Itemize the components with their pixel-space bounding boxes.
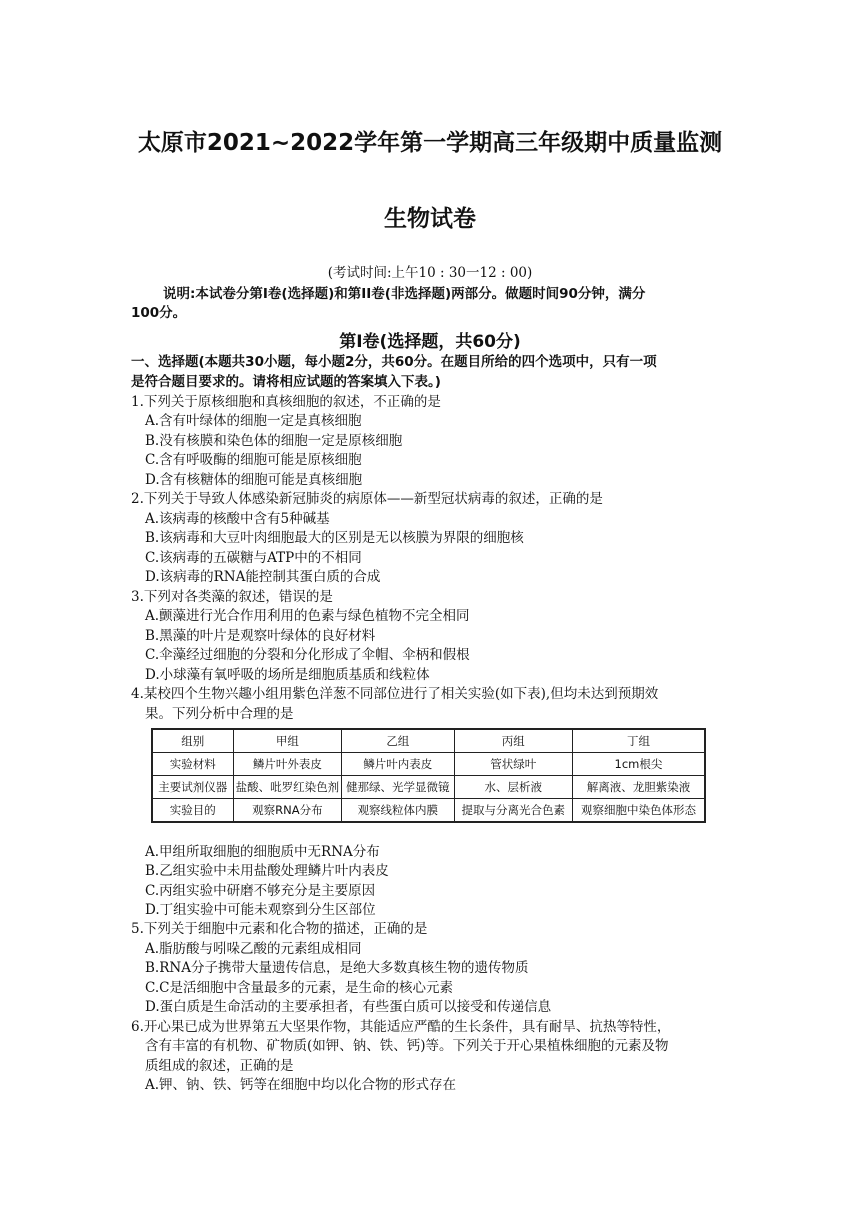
table-cell: 甲组 <box>233 729 342 753</box>
question-3-option-a: A.颤藻进行光合作用利用的色素与绿色植物不完全相同 <box>145 608 470 624</box>
question-6-stem-line-1: 6.开心果已成为世界第五大坚果作物，其能适应严酷的生长条件，具有耐旱、抗热等特性， <box>131 1019 671 1035</box>
question-3-option-b: B.黑藻的叶片是观察叶绿体的良好材料 <box>145 628 376 644</box>
question-6-stem-line-3: 质组成的叙述，正确的是 <box>145 1058 294 1074</box>
question-2-stem: 2.下列关于导致人体感染新冠肺炎的病原体——新型冠状病毒的叙述，正确的是 <box>131 491 603 507</box>
table-cell: 乙组 <box>342 729 454 753</box>
table-cell: 组别 <box>152 729 233 753</box>
table-cell: 实验材料 <box>152 753 233 776</box>
question-4-option-b: B.乙组实验中未用盐酸处理鳞片叶内表皮 <box>145 863 389 879</box>
table-cell: 观察线粒体内膜 <box>342 799 454 823</box>
table-cell: 鳞片叶内表皮 <box>342 753 454 776</box>
table-cell: 管状绿叶 <box>454 753 572 776</box>
question-4-stem-line-1: 4.某校四个生物兴趣小组用紫色洋葱不同部位进行了相关实验(如下表),但均未达到预期效 <box>131 686 659 702</box>
table-cell: 水、层析液 <box>454 776 572 799</box>
table-cell: 鳞片叶外表皮 <box>233 753 342 776</box>
question-1-stem: 1.下列关于原核细胞和真核细胞的叙述，不正确的是 <box>131 394 441 410</box>
question-1-option-c: C.含有呼吸酶的细胞可能是原核细胞 <box>145 452 362 468</box>
experiment-table <box>151 728 706 823</box>
question-5-stem: 5.下列关于细胞中元素和化合物的描述，正确的是 <box>131 921 428 937</box>
question-2-option-d: D.该病毒的RNA能控制其蛋白质的合成 <box>145 569 381 585</box>
question-3-option-c: C.伞藻经过细胞的分裂和分化形成了伞帽、伞柄和假根 <box>145 647 470 663</box>
table-cell: 观察RNA分布 <box>233 799 342 823</box>
section-intro-line-2: 是符合题目要求的。请将相应试题的答案填入下表。) <box>131 374 441 390</box>
instructions-line-1: 说明:本试卷分第Ⅰ卷(选择题)和第II卷(非选择题)两部分。做题时间90分钟，满分 <box>163 286 646 302</box>
table-row <box>152 753 705 776</box>
question-4-stem-line-2: 果。下列分析中合理的是 <box>145 706 294 722</box>
table-row <box>152 776 705 799</box>
question-1-option-a: A.含有叶绿体的细胞一定是真核细胞 <box>145 413 362 429</box>
table-cell: 健那绿、光学显微镜 <box>342 776 454 799</box>
question-5-option-a: A.脂肪酸与吲哚乙酸的元素组成相同 <box>145 941 362 957</box>
table-cell: 丙组 <box>454 729 572 753</box>
question-5-option-b: B.RNA分子携带大量遗传信息，是绝大多数真核生物的遗传物质 <box>145 960 529 976</box>
question-4-option-a: A.甲组所取细胞的细胞质中无RNA分布 <box>145 844 380 860</box>
table-cell: 主要试剂仪器 <box>152 776 233 799</box>
question-2-option-c: C.该病毒的五碳糖与ATP中的不相同 <box>145 550 362 566</box>
table-cell: 解离液、龙胆紫染液 <box>572 776 705 799</box>
question-5-option-d: D.蛋白质是生命活动的主要承担者，有些蛋白质可以接受和传递信息 <box>145 999 552 1015</box>
question-4-option-d: D.丁组实验中可能未观察到分生区部位 <box>145 902 376 918</box>
question-5-option-c: C.C是活细胞中含量最多的元素，是生命的核心元素 <box>145 980 453 996</box>
exam-title: 太原市2021~2022学年第一学期高三年级期中质量监测 <box>137 130 723 156</box>
question-2-option-a: A.该病毒的核酸中含有5种碱基 <box>145 511 330 527</box>
question-2-option-b: B.该病毒和大豆叶肉细胞最大的区别是无以核膜为界限的细胞核 <box>145 530 524 546</box>
question-6-stem-line-2: 含有丰富的有机物、矿物质(如钾、钠、铁、钙)等。下列关于开心果植株细胞的元素及物 <box>145 1038 669 1054</box>
section-intro-line-1: 一、选择题(本题共30小题，每小题2分，共60分。在题目所给的四个选项中，只有一项 <box>131 354 657 370</box>
table-cell: 观察细胞中染色体形态 <box>572 799 705 823</box>
question-3-stem: 3.下列对各类藻的叙述，错误的是 <box>131 589 333 605</box>
exam-time: (考试时间:上午10 : 30一12 : 00) <box>327 265 533 281</box>
question-3-option-d: D.小球藻有氧呼吸的场所是细胞质基质和线粒体 <box>145 667 430 683</box>
table-cell: 丁组 <box>572 729 705 753</box>
question-6-option-a: A.钾、钠、铁、钙等在细胞中均以化合物的形式存在 <box>145 1077 457 1093</box>
section-title: 第Ⅰ卷(选择题，共60分) <box>339 332 521 352</box>
table-cell: 提取与分离光合色素 <box>454 799 572 823</box>
table-row <box>152 729 705 753</box>
table-cell: 实验目的 <box>152 799 233 823</box>
question-1-option-d: D.含有核糖体的细胞可能是真核细胞 <box>145 472 363 488</box>
table-cell: 盐酸、吡罗红染色剂 <box>233 776 342 799</box>
table-row <box>152 799 705 823</box>
question-4-option-c: C.丙组实验中研磨不够充分是主要原因 <box>145 883 376 899</box>
table-cell: 1cm根尖 <box>572 753 705 776</box>
question-1-option-b: B.没有核膜和染色体的细胞一定是原核细胞 <box>145 433 403 449</box>
instructions-line-2: 100分。 <box>131 305 187 321</box>
subject-title: 生物试卷 <box>384 206 476 232</box>
